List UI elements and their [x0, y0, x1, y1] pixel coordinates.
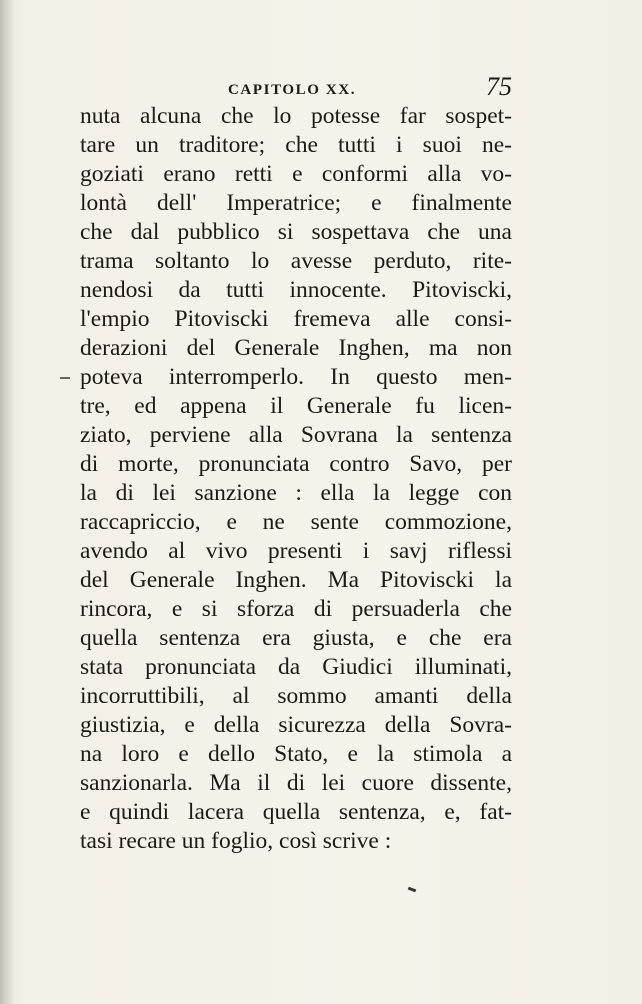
body-text: [80, 102, 512, 856]
text-line: che dal pubblico si sospettava che una: [80, 219, 512, 245]
text-line: raccapriccio, e ne sente commozione,: [80, 509, 512, 535]
text-line: derazioni del Generale Inghen, ma non: [80, 335, 512, 361]
text-line: di morte, pronunciata contro Savo, per: [80, 451, 512, 477]
text-line: trama soltanto lo avesse perduto, rite-: [80, 248, 512, 274]
margin-dash-mark: [60, 377, 70, 379]
text-line: l'empio Pitoviscki fremeva alle consi-: [80, 306, 512, 332]
text-line: rincora, e si sforza di persuaderla che: [80, 596, 512, 622]
text-line: tre, ed appena il Generale fu licen-: [80, 393, 512, 419]
text-line: nuta alcuna che lo potesse far sospet-: [80, 103, 512, 129]
text-line: poteva interromperlo. In questo men-: [80, 364, 512, 390]
ink-speck: [408, 887, 417, 893]
text-line: incorruttibili, al sommo amanti della: [80, 683, 512, 709]
text-line: goziati erano retti e conformi alla vo-: [80, 161, 512, 187]
page-number: 75: [486, 72, 512, 101]
text-line: giustizia, e della sicurezza della Sovra-: [80, 712, 512, 738]
text-line: lontà dell' Imperatrice; e finalmente: [80, 190, 512, 216]
text-line: e quindi lacera quella sentenza, e, fat-: [80, 799, 512, 825]
chapter-title: CAPITOLO XX.: [228, 82, 357, 98]
text-line: nendosi da tutti innocente. Pitoviscki,: [80, 277, 512, 303]
text-line: ziato, perviene alla Sovrana la sentenza: [80, 422, 512, 448]
text-line: na loro e dello Stato, e la stimola a: [80, 741, 512, 767]
text-line: sanzionarla. Ma il di lei cuore dissente,: [80, 770, 512, 796]
binding-gutter: [0, 0, 14, 1004]
text-line: la di lei sanzione : ella la legge con: [80, 480, 512, 506]
text-line: tasi recare un foglio, così scrive :: [80, 828, 392, 854]
text-line: stata pronunciata da Giudici illuminati,: [80, 654, 512, 680]
text-line: quella sentenza era giusta, e che era: [80, 625, 512, 651]
text-line: avendo al vivo presenti i savj riflessi: [80, 538, 512, 564]
text-line: del Generale Inghen. Ma Pitoviscki la: [80, 567, 512, 593]
text-line: tare un traditore; che tutti i suoi ne-: [80, 132, 512, 158]
